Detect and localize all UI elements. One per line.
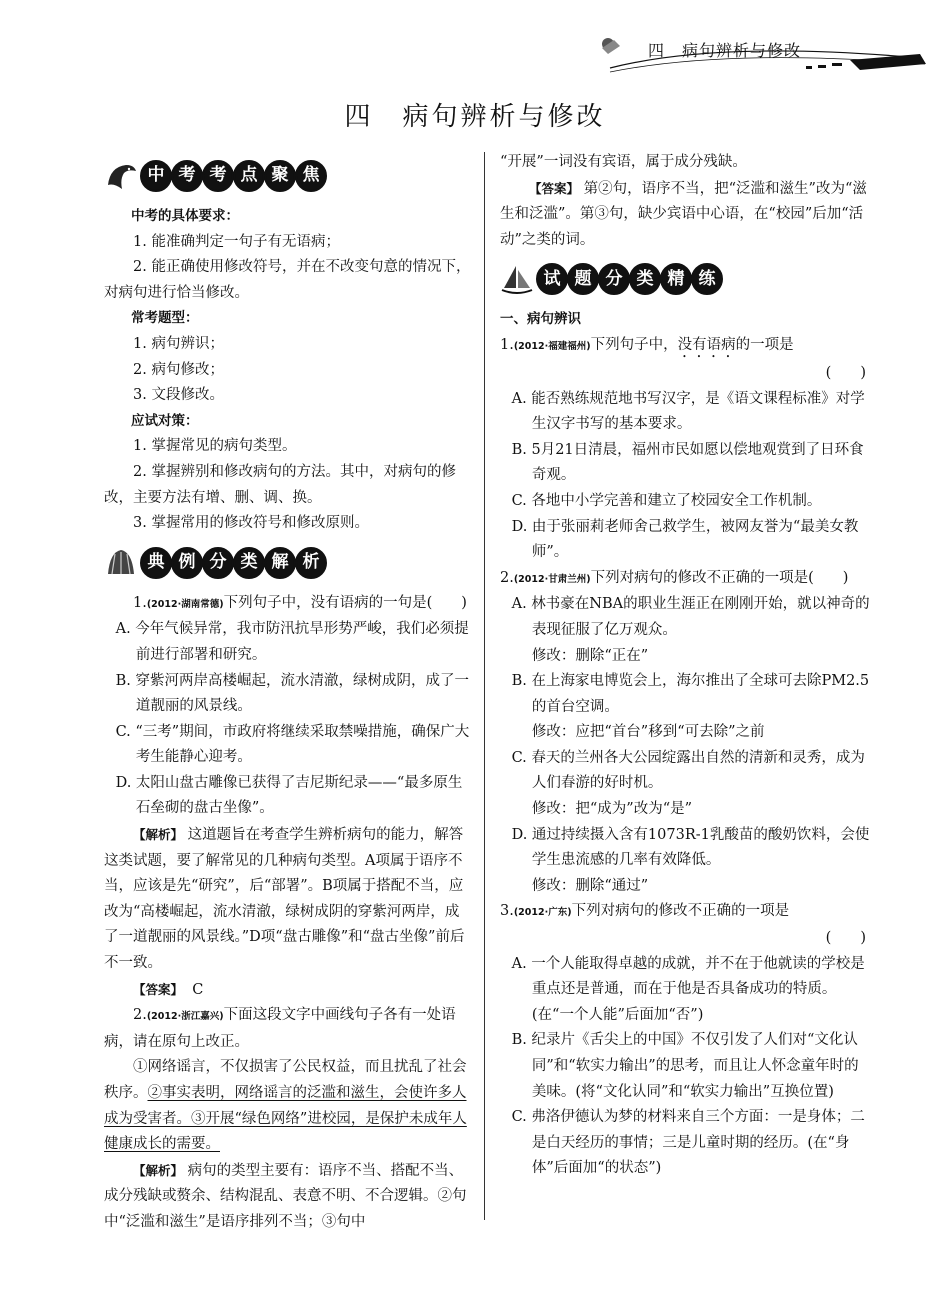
banner-char: 题 xyxy=(567,263,599,295)
banner-char: 分 xyxy=(598,263,630,295)
source-tag: (2012·湖南常德) xyxy=(146,598,224,610)
analysis xyxy=(104,822,472,977)
header-title: 四 病句辨析与修改 xyxy=(648,41,802,60)
option-d: D. 通过持续摄入含有1073R-1乳酸苗的酸奶饮料，会使学生患流感的几率有效降低。 xyxy=(511,826,870,869)
left-column xyxy=(104,150,472,1236)
option-c: C. “三考”期间，市政府将继续采取禁噪措施，确保广大考生能静心迎考。 xyxy=(115,723,470,766)
question-3 xyxy=(500,899,870,926)
question-number: 2. xyxy=(500,569,514,586)
strategy-item: 1. 掌握常见的病句类型。 xyxy=(133,438,297,455)
section-banner-practice xyxy=(500,259,870,299)
example-2-question xyxy=(104,1003,472,1055)
option-fix: 修改：删除“通过” xyxy=(531,877,649,894)
banner-char: 类 xyxy=(629,263,661,295)
banner-char: 例 xyxy=(171,547,203,579)
answer xyxy=(104,977,472,1004)
strategy-item: 2. 掌握辨别和修改病句的方法。其中，对病句的修改，主要方法有增、删、调、换。 xyxy=(104,463,456,506)
banner-char: 精 xyxy=(660,263,692,295)
option-b: B. 穿紫河两岸高楼崛起，流水清澈，绿树成阴，成了一道靓丽的风景线。 xyxy=(115,672,469,715)
option-a: A. 一个人能取得卓越的成就，并不在于他就读的学校是重点还是普通，而在于他是否具备成功的特质。(在“一个人能”后面加“否”) xyxy=(511,955,865,1023)
banner-char: 析 xyxy=(295,547,327,579)
banner-char: 聚 xyxy=(264,160,296,192)
answer xyxy=(500,176,870,254)
analysis xyxy=(104,1158,472,1236)
page-title: 四 病句辨析与修改 xyxy=(344,102,606,132)
question-number: 1. xyxy=(500,336,514,353)
answer-blank: ( ) xyxy=(825,364,866,381)
banner-char: 考 xyxy=(171,160,203,192)
emphasized-text: 没有语病 xyxy=(677,336,736,353)
option-a: A. 能否熟练规范地书写汉字，是《语文课程标准》对学生汉字书写的基本要求。 xyxy=(511,390,865,433)
banner-char: 考 xyxy=(202,160,234,192)
question-text: 的一项是 xyxy=(735,336,794,353)
answer-tag: 【答案】 xyxy=(529,180,580,196)
strategy-title: 应试对策： xyxy=(131,412,199,429)
question-text: 下列对病句的修改不正确的一项是 xyxy=(571,903,790,920)
banner-char: 典 xyxy=(140,547,172,579)
option-c: C. 各地中小学完善和建立了校园安全工作机制。 xyxy=(511,492,822,509)
section-banner-examples xyxy=(104,543,472,583)
requirement-item: 1. 能准确判定一句子有无语病； xyxy=(133,233,340,250)
question-text: 下列对病句的修改不正确的一项是( ) xyxy=(590,569,849,586)
banner-char: 类 xyxy=(233,547,265,579)
part-heading: 一、病句辨识 xyxy=(500,311,581,328)
requirements-title: 中考的具体要求： xyxy=(131,208,239,224)
option-fix: 修改：把“成为”改为“是” xyxy=(531,801,693,818)
analysis-continued: “开展”一词没有宾语，属于成分残缺。 xyxy=(500,154,747,170)
answer-text: 第②句，语序不当，把“泛滥和滋生”改为“滋生和泛滥”。第③句，缺少宾语中心语，在“校园”后加“活动”之类的词。 xyxy=(500,180,867,248)
underlined-sentence: ③开展“绿色网络”进校园，是保护未成年人健康成长的需要。 xyxy=(104,1110,467,1153)
analysis-text: 这道题旨在考查学生辨析病句的能力，解答这类试题，要了解常见的几种病句类型。A项属于语序不当，应该是先“研究”，后“部署”。B项属于搭配不当，应改为“高楼崛起，流水清澈，绿树成阴的穿紫河两岸，成了一道靓丽的风景线。”D项“盘古雕像”和“盘古坐像”前后不一致。 xyxy=(104,827,465,972)
option-b: B. 纪录片《舌尖上的中国》不仅引发了人们对“文化认同”和“软实力输出”的思考，而且让人怀念童年时的美味。(将“文化认同”和“软实力输出”互换位置) xyxy=(511,1032,859,1100)
example-number: 1. xyxy=(133,594,147,611)
banner-char: 解 xyxy=(264,547,296,579)
option-b: B. 5月21日清晨，福州市民如愿以偿地观赏到了日环食奇观。 xyxy=(511,441,864,484)
analysis-text: 病句的类型主要有：语序不当、搭配不当、成分残缺或赘余、结构混乱、表意不明、不合逻辑。②句中“泛滥和滋生”是语序排列不当；③句中 xyxy=(104,1162,467,1230)
answer-tag: 【答案】 xyxy=(133,981,184,997)
answer-blank: ( ) xyxy=(825,930,866,947)
option-d: D. 由于张丽莉老师舍己救学生，被网友誉为“最美女教师”。 xyxy=(511,518,859,561)
question-text: 下面这段文字中画线句子各有一处语病，请在原句上改正。 xyxy=(104,1007,456,1050)
strategy-item: 3. 掌握常用的修改符号和修改原则。 xyxy=(133,515,369,532)
option-fix: 修改：删除“正在” xyxy=(531,647,649,664)
example-number: 2. xyxy=(133,1007,147,1024)
banner-char: 分 xyxy=(202,547,234,579)
question-type-item: 1. 病句辨识； xyxy=(133,335,224,352)
option-a: A. 林书豪在NBA的职业生涯正在刚刚开始，就以神奇的表现征服了亿万观众。 xyxy=(511,596,870,638)
option-c: C. 弗洛伊德认为梦的材料来自三个方面：一是身体；二是白天经历的事情；三是儿童时期的经历。(在“身体”后面加“的状态”) xyxy=(511,1109,865,1177)
source-tag: (2012·福建福州) xyxy=(513,340,591,352)
question-type-item: 3. 文段修改。 xyxy=(133,387,224,404)
analysis-tag: 【解析】 xyxy=(133,1162,184,1178)
source-tag: (2012·浙江嘉兴) xyxy=(146,1011,224,1023)
column-divider xyxy=(484,152,485,1220)
requirement-item: 2. 能正确使用修改符号，并在不改变句意的情况下，对病句进行恰当修改。 xyxy=(104,259,471,301)
dolphin-icon xyxy=(104,159,138,193)
option-fix: 修改：应把“首台”移到“可去除”之前 xyxy=(531,724,765,741)
question-types-title: 常考题型： xyxy=(131,310,199,327)
shell-icon xyxy=(104,546,138,580)
section-banner-focus xyxy=(104,156,472,196)
option-c: C. 春天的兰州各大公园绽露出自然的清新和灵秀，成为人们春游的好时机。 xyxy=(511,749,865,792)
question-text: 下列句子中，没有语病的一句是( ) xyxy=(223,594,467,611)
passage-sentence: ①网络谣言，不仅损害了公民权益，而且扰乱了社会秩序。 xyxy=(104,1059,467,1101)
question-type-item: 2. 病句修改； xyxy=(133,361,224,378)
example-2-passage xyxy=(104,1055,472,1157)
right-column xyxy=(500,150,870,1182)
question-number: 3. xyxy=(500,903,514,920)
underlined-sentence: ②事实表明，网络谣言的泛滥和滋生，会使许多人成为受害者。 xyxy=(104,1085,467,1127)
banner-char: 点 xyxy=(233,160,265,192)
banner-char: 练 xyxy=(691,263,723,295)
source-tag: (2012·广东) xyxy=(513,907,572,919)
sailboat-icon xyxy=(500,262,534,296)
option-a: A. 今年气候异常，我市防汛抗旱形势严峻，我们必须提前进行部署和研究。 xyxy=(115,621,469,663)
answer-text: C xyxy=(192,981,204,998)
source-tag: (2012·甘肃兰州) xyxy=(513,573,591,585)
banner-char: 中 xyxy=(140,160,172,192)
banner-char: 试 xyxy=(536,263,568,295)
banner-char: 焦 xyxy=(295,160,327,192)
astronaut-icon xyxy=(602,38,620,54)
option-d: D. 太阳山盘古雕像已获得了吉尼斯纪录——“最多原生石垒砌的盘古坐像”。 xyxy=(115,774,463,817)
analysis-tag: 【解析】 xyxy=(133,827,184,843)
question-2 xyxy=(500,566,870,593)
option-b: B. 在上海家电博览会上，海尔推出了全球可去除PM2.5的首台空调。 xyxy=(511,673,870,715)
question-text: 下列句子中， xyxy=(590,336,678,353)
question-1 xyxy=(500,333,870,361)
example-1-question xyxy=(104,591,472,618)
